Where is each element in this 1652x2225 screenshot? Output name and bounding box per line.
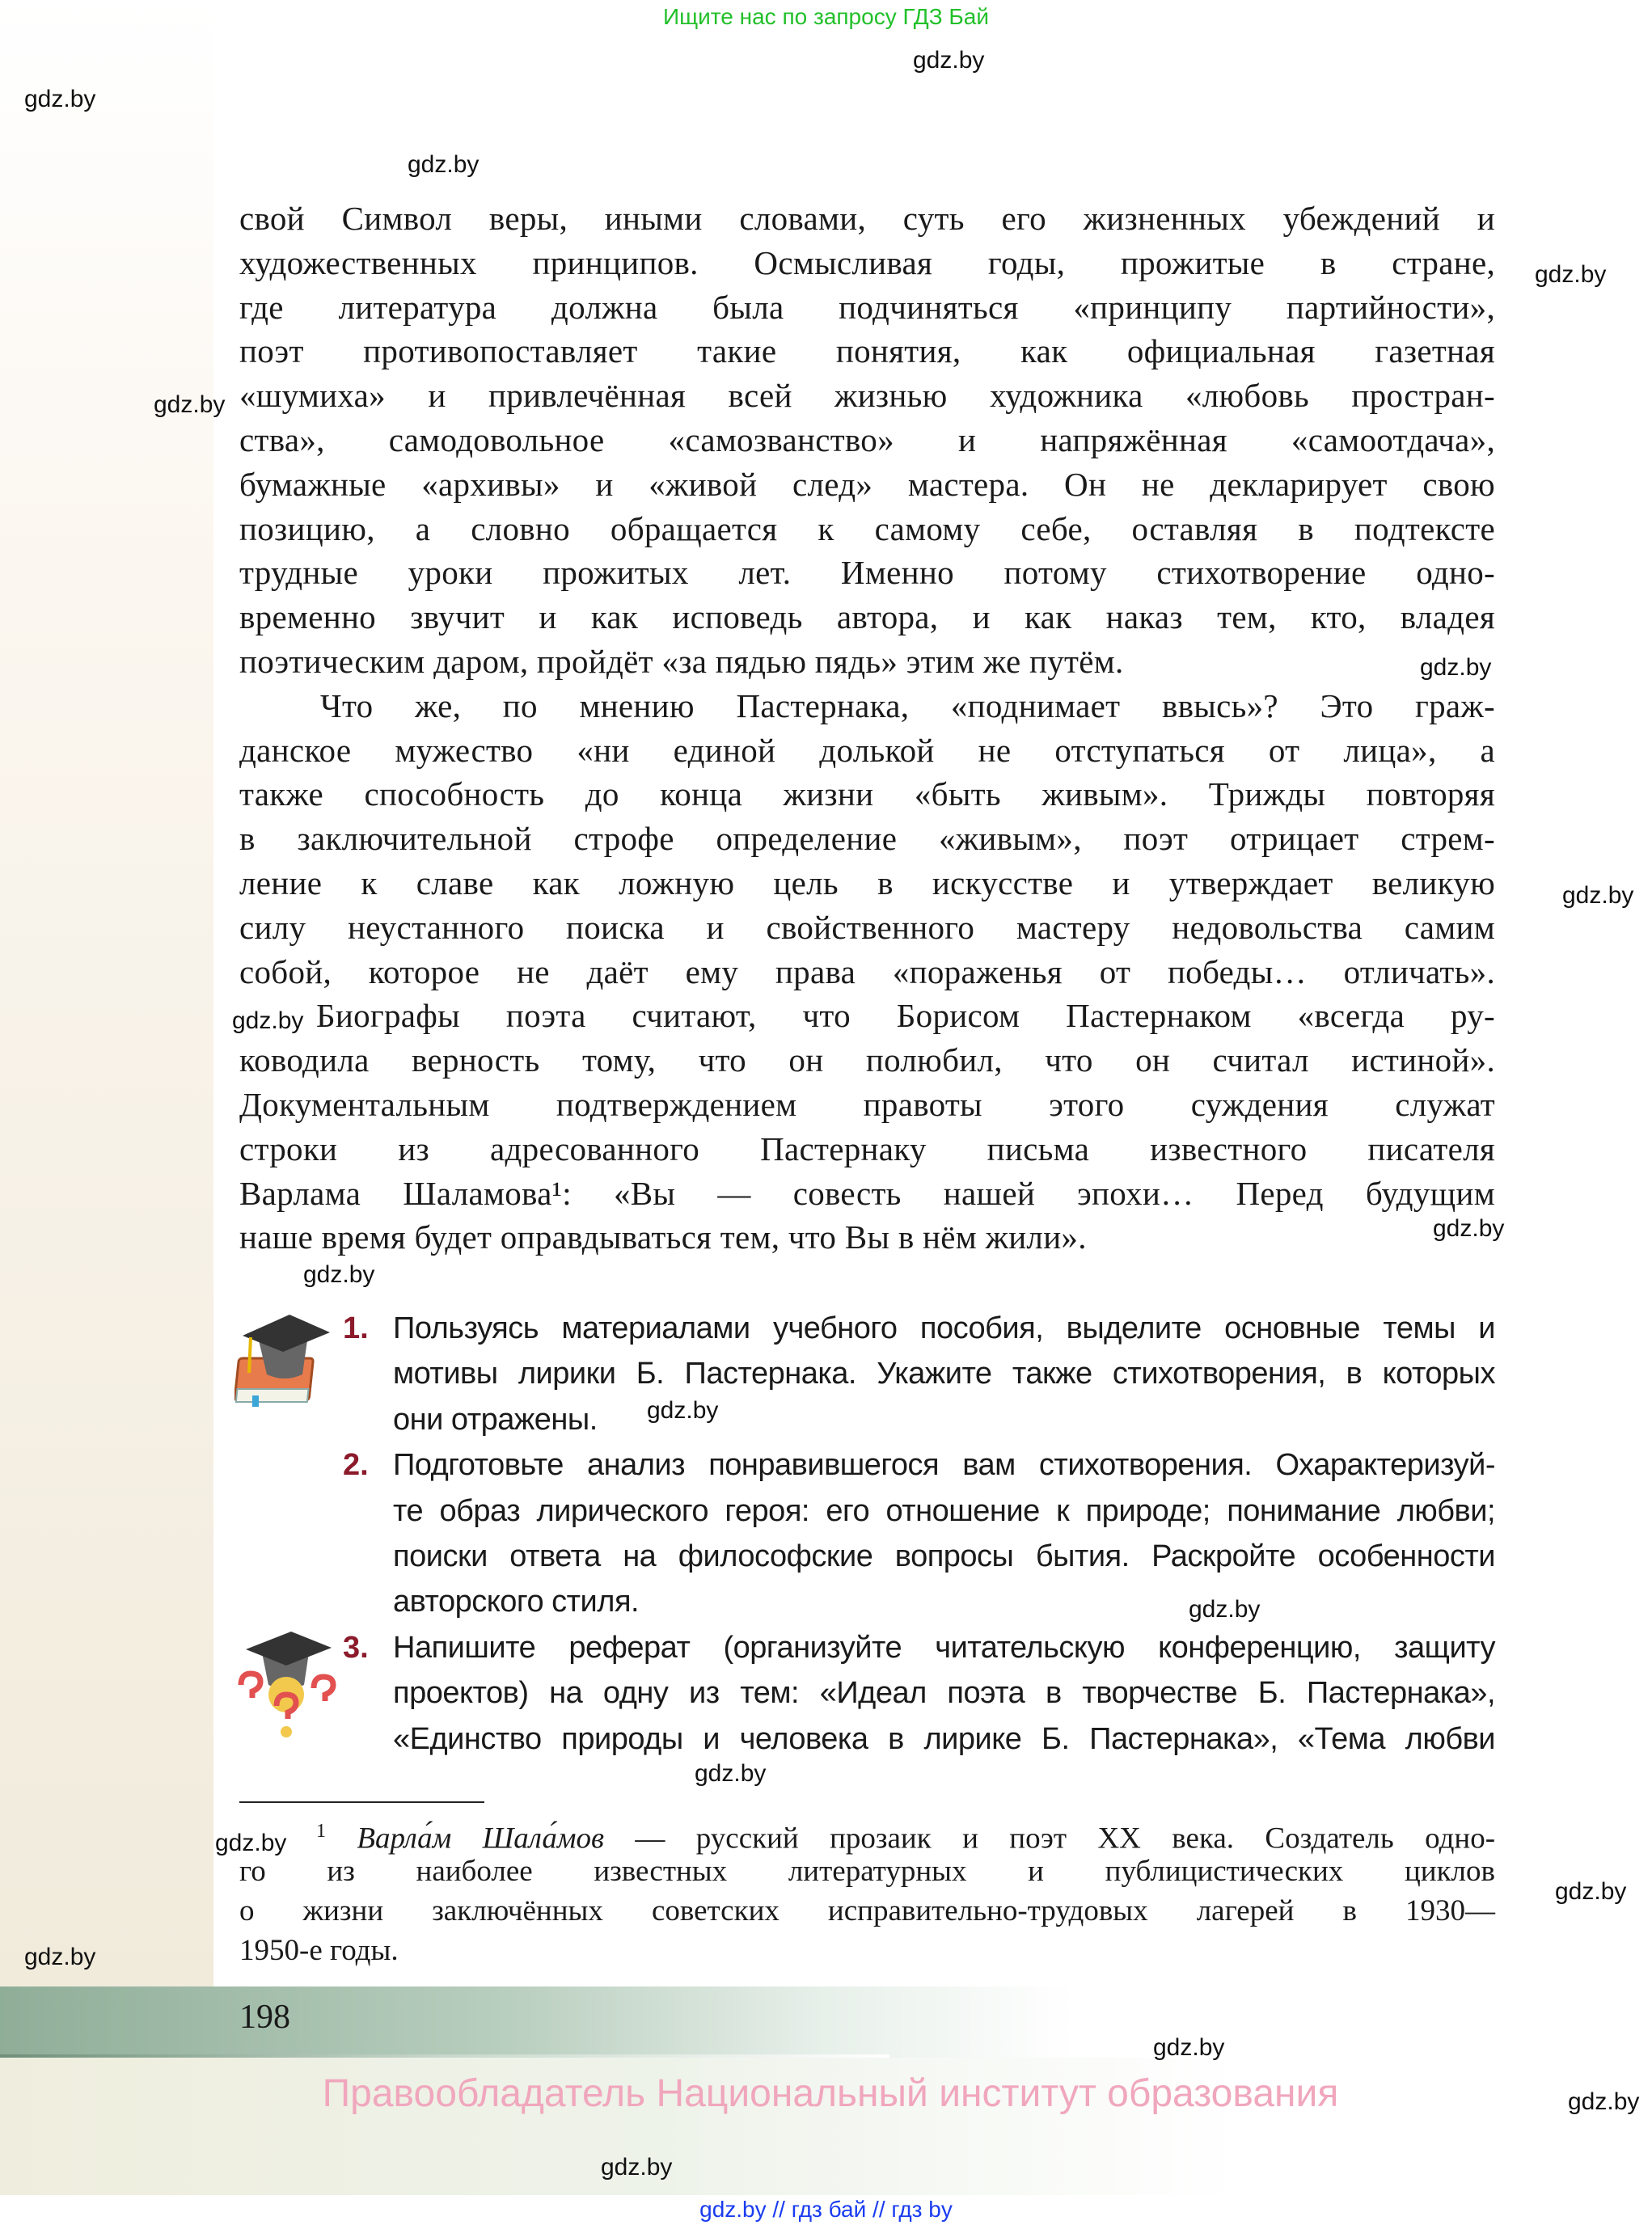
watermark: gdz.by xyxy=(913,47,985,74)
watermark: gdz.by xyxy=(695,1760,767,1787)
body-text-line: силу неустанного поиска и свойственного мастеру недовольства самим xyxy=(239,908,1495,946)
watermark: gdz.by xyxy=(154,391,226,418)
body-text-line: поэт противопоставляет такие понятия, как официальная газетная xyxy=(239,332,1495,370)
watermark: gdz.by xyxy=(1562,882,1634,909)
body-text-line: позицию, а словно обращается к самому себе, оставляя в подтексте xyxy=(239,509,1495,547)
body-text-line: Что же, по мнению Пастернака, «поднимает ввысь»? Это граж- xyxy=(320,686,1495,724)
task-number: 3. xyxy=(343,1630,369,1665)
watermark: gdz.by xyxy=(647,1397,719,1424)
body-text-line: ление к славе как ложную цель в искусстве и утверждает великую xyxy=(239,864,1495,901)
body-text-line: также способность до конца жизни «быть живым». Трижды повторяя xyxy=(239,775,1495,813)
body-text-line: данское мужество «ни единой долькой не отступаться от лица», а xyxy=(239,731,1495,769)
footnote-line xyxy=(316,1813,1495,1857)
body-text-line: в заключительной строфе определение «живым», поэт отрицает стрем- xyxy=(239,820,1495,858)
task-number: 1. xyxy=(343,1311,369,1345)
footnote-line: о жизни заключённых советских исправительно-трудовых лагерей в 1930— xyxy=(239,1894,1495,1927)
watermark: gdz.by xyxy=(1535,261,1607,288)
body-text-line: Варлама Шаламова¹: «Вы — совесть нашей эпохи… Перед будущим xyxy=(239,1174,1495,1212)
watermark: gdz.by xyxy=(1568,2088,1640,2115)
task-text-line: Подготовьте анализ понравившегося вам стихотворения. Охарактеризуй- xyxy=(393,1448,1495,1483)
bottom-links[interactable]: gdz.by // гдз бай // гдз by xyxy=(699,2197,953,2222)
body-text-line: наше время будет оправдываться тем, что Вы в нём жили». xyxy=(239,1218,1087,1256)
task-text-line: поиски ответа на философские вопросы бытия. Раскройте особенности xyxy=(393,1539,1495,1573)
body-text-line: ства», самодовольное «самозванство» и напряжённая «самоотдача», xyxy=(239,421,1495,458)
watermark: gdz.by xyxy=(232,1007,304,1034)
watermark: gdz.by xyxy=(408,151,480,178)
watermark: gdz.by xyxy=(1420,654,1492,681)
watermark: gdz.by xyxy=(215,1830,287,1856)
footnote-text: — русский прозаик и поэт XX века. Создатель одно- xyxy=(635,1822,1496,1856)
task-text-line: те образ лирического героя: его отношение к природе; понимание любви; xyxy=(393,1493,1495,1528)
body-text-line: свой Символ веры, иными словами, суть его жизненных убеждений и xyxy=(239,200,1495,237)
body-text-line: строки из адресованного Пастернаку письма известного писателя xyxy=(239,1129,1495,1167)
task-text-line: проектов) на одну из тем: «Идеал поэта в творчестве Б. Пастернака», xyxy=(393,1676,1495,1711)
watermark: gdz.by xyxy=(1433,1215,1505,1242)
body-text-line: «шумиха» и привлечённая всей жизнью художника «любовь простран- xyxy=(239,377,1495,415)
task-text-line: авторского стиля. xyxy=(393,1585,640,1619)
task-text-line: Пользуясь материалами учебного пособия, выделите основные темы и xyxy=(393,1311,1495,1345)
footnote-marker: 1 xyxy=(316,1821,326,1842)
footnote-rule xyxy=(239,1801,484,1803)
footnote-line: 1950-е годы. xyxy=(239,1934,399,1967)
body-text-line: трудные уроки прожитых лет. Именно потому стихотворение одно- xyxy=(239,554,1495,592)
task-text-line: мотивы лирики Б. Пастернака. Укажите также стихотворения, в которых xyxy=(393,1357,1495,1391)
top-search-note[interactable]: Ищите нас по запросу ГДЗ Бай xyxy=(662,4,990,29)
body-text-line: Документальным подтверждением правоты этого суждения служат xyxy=(239,1086,1495,1123)
rights-holder-notice: Правообладатель Национальный институт образования xyxy=(322,2072,1339,2115)
footnote-line: го из наиболее известных литературных и публицистических циклов xyxy=(239,1855,1495,1888)
body-text-line: где литература должна была подчиняться «принципу партийности», xyxy=(239,288,1495,326)
task-number: 2. xyxy=(343,1448,369,1483)
page-number: 198 xyxy=(239,1999,290,2036)
graduation-cap-questions-icon xyxy=(234,1628,343,1738)
body-text-line: поэтическим даром, пройдёт «за пядью пядь» этим же путём. xyxy=(239,643,1124,680)
watermark: gdz.by xyxy=(303,1261,375,1288)
body-text-line: бумажные «архивы» и «живой след» мастера. Он не декларирует свою xyxy=(239,465,1495,503)
task-text-line: «Единство природы и человека в лирике Б. Пастернака», «Тема любви xyxy=(393,1721,1495,1756)
watermark: gdz.by xyxy=(24,86,96,112)
body-text-line: художественных принципов. Осмысливая годы, прожитые в стране, xyxy=(239,243,1495,281)
task-text-line: они отражены. xyxy=(393,1402,598,1437)
watermark: gdz.by xyxy=(1189,1596,1261,1623)
body-text-line: Биографы поэта считают, что Борисом Пастернаком «всегда ру- xyxy=(316,997,1495,1035)
watermark: gdz.by xyxy=(1153,2034,1225,2061)
body-text-line: ководила верность тому, что он полюбил, что он считал истиной». xyxy=(239,1041,1495,1079)
watermark: gdz.by xyxy=(601,2154,673,2181)
body-text-line: временно звучит и как исповедь автора, и как наказ тем, кто, владея xyxy=(239,598,1495,636)
task-text-line: Напишите реферат (организуйте читательскую конференцию, защиту xyxy=(393,1630,1495,1665)
watermark: gdz.by xyxy=(1555,1878,1627,1905)
body-text-line: собой, которое не даёт ему права «пораженья от победы… отличать». xyxy=(239,952,1495,990)
watermark: gdz.by xyxy=(24,1944,96,1970)
graduation-cap-book-icon xyxy=(234,1308,336,1412)
footnote-name: Варла́м Шала́мов xyxy=(357,1822,605,1856)
page-margin-background xyxy=(0,0,213,1986)
